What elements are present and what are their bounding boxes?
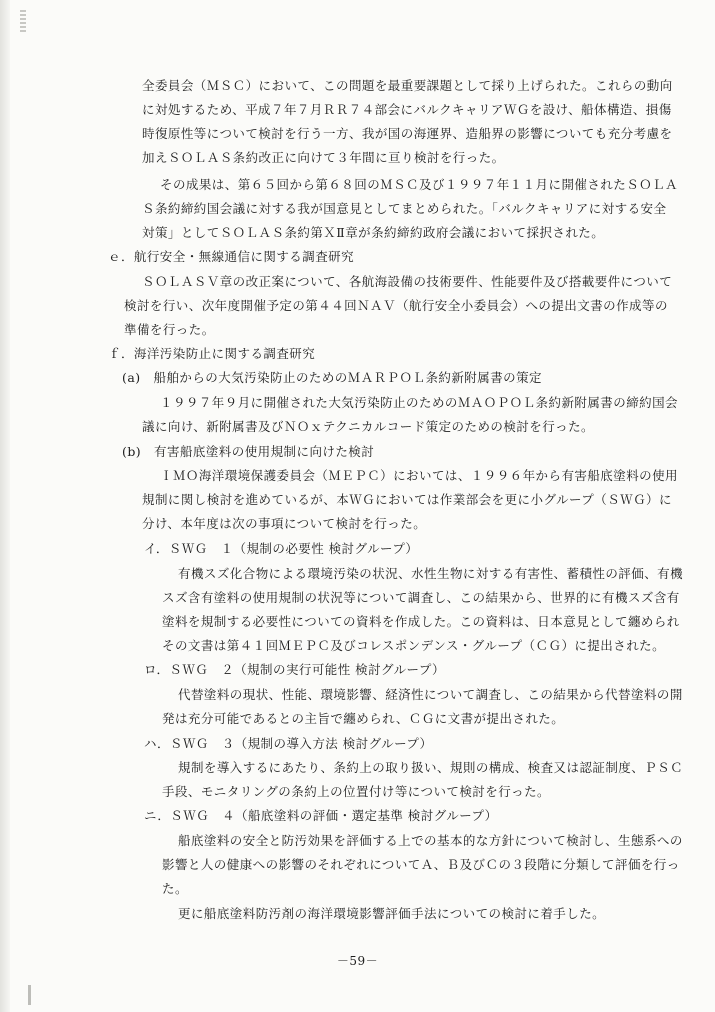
paragraph-line: 発は充分可能であるとの主旨で纏められ、ＣＧに文書が提出された。 <box>162 711 565 726</box>
paragraph-line: 塗料を規制する必要性についての資料を作成した。この資料は、日本意見として纏められ <box>162 614 680 629</box>
paragraph-line: 規制に関し検討を進めているが、本ＷＧにおいては作業部会を更に小グループ（ＳＷＧ）に <box>142 492 672 507</box>
swg3-heading: ハ．ＳＷＧ ３（規制の導入方法 検討グループ） <box>144 736 433 751</box>
paragraph-line: 更に船底塗料防汚剤の海洋環境影響評価手法についての検討に着手した。 <box>178 906 606 921</box>
paragraph-line: 手段、モニタリングの条約上の位置付け等について検討を行った。 <box>162 784 551 799</box>
paragraph-line: 時復原性等について検討を行う一方、我が国の海運界、造船界の影響についても充分考慮を <box>142 126 673 141</box>
paragraph-line: 船底塗料の安全と防汚効果を評価する上での基本的な方針について検討し、生態系への <box>178 833 683 848</box>
paragraph-line: Ｓ条約締約国会議に対する我が国意見としてまとめられた。「バルクキャリアに対する安全 <box>142 201 667 216</box>
paragraph-line: その成果は、第６５回から第６８回のＭＳＣ及び１９９７年１１月に開催されたＳＯＬＡ <box>160 177 679 192</box>
swg1-heading: イ．ＳＷＧ １（規制の必要性 検討グループ） <box>144 541 419 556</box>
swg2-heading: ロ．ＳＷＧ ２（規制の実行可能性 検討グループ） <box>144 662 445 677</box>
section-heading-f: ｆ．海洋汚染防止に関する調査研究 <box>108 346 316 361</box>
paragraph-line: ＩＭＯ海洋環境保護委員会（ＭＥＰＣ）においては、１９９６年から有害船底塗料の使用 <box>160 468 679 483</box>
paragraph-line: 加えＳＯＬＡＳ条約改正に向けて３年間に亘り検討を行った。 <box>142 150 505 165</box>
paragraph-line: 検討を行い、次年度開催予定の第４４回ＮＡＶ（航行安全小委員会）への提出文書の作成等の <box>124 298 668 313</box>
subsection-heading-b: (b) 有害船底塗料の使用規制に向けた検討 <box>122 444 375 459</box>
paragraph-line: 全委員会（ＭＳＣ）において、この問題を最重要課題として採り上げられた。これらの動向 <box>142 78 673 93</box>
paragraph-line: スズ含有塗料の使用規制の状況等について調査し、この結果から、世界的に有機スズ含有 <box>162 590 680 605</box>
paragraph-line: 有機スズ化合物による環境汚染の状況、水性生物に対する有害性、蓄積性の評価、有機 <box>178 566 684 581</box>
paragraph-line: 準備を行った。 <box>124 322 215 337</box>
paragraph-line: に対処するため、平成７年７月ＲＲ７４部会にバルクキャリアＷＧを設け、船体構造、損傷 <box>142 102 672 117</box>
paragraph-line: た。 <box>162 881 188 896</box>
paragraph-line: 代替塗料の現状、性能、環境影響、経済性について調査し、この結果から代替塗料の開 <box>178 687 683 702</box>
paragraph-line: ＳＯＬＡＳＶ章の改正案について、各航海設備の技術要件、性能要件及び搭載要件について <box>142 274 673 289</box>
scan-bottom-mark <box>28 985 31 1005</box>
paragraph-line: 対策」としてＳＯＬＡＳ条約第ＸⅡ章が条約締約政府会議において採択された。 <box>142 225 605 240</box>
paragraph-line: 分け、本年度は次の事項について検討を行った。 <box>142 516 427 531</box>
page-number: －59－ <box>336 954 379 968</box>
paragraph-line: 影響と人の健康への影響のそれぞれについてＡ、Ｂ及びＣの３段階に分類して評価を行っ <box>162 857 680 872</box>
section-heading-e: ｅ．航行安全・無線通信に関する調査研究 <box>108 249 355 264</box>
swg4-heading: ニ．ＳＷＧ ４（船底塗料の評価・選定基準 検討グループ） <box>144 808 498 823</box>
scan-corner-mark <box>20 10 26 32</box>
subsection-heading-a: (a) 船舶からの大気汚染防止のためのＭＡＲＰＯＬ条約新附属書の策定 <box>122 370 543 385</box>
paragraph-line: 議に向け、新附属書及びＮＯｘテクニカルコード策定のための検討を行った。 <box>142 419 595 434</box>
page-edge-shadow <box>0 0 10 1012</box>
paragraph-line: その文書は第４１回ＭＥＰＣ及びコレスポンデンス・グループ（ＣＧ）に提出された。 <box>162 638 666 653</box>
paragraph-line: 規制を導入するにあたり、条約上の取り扱い、規則の構成、検査又は認証制度、ＰＳＣ <box>178 760 684 775</box>
paragraph-line: １９９７年９月に開催された大気汚染防止のためのＭＡＯＰＯＬ条約新附属書の締約国会 <box>160 395 679 410</box>
